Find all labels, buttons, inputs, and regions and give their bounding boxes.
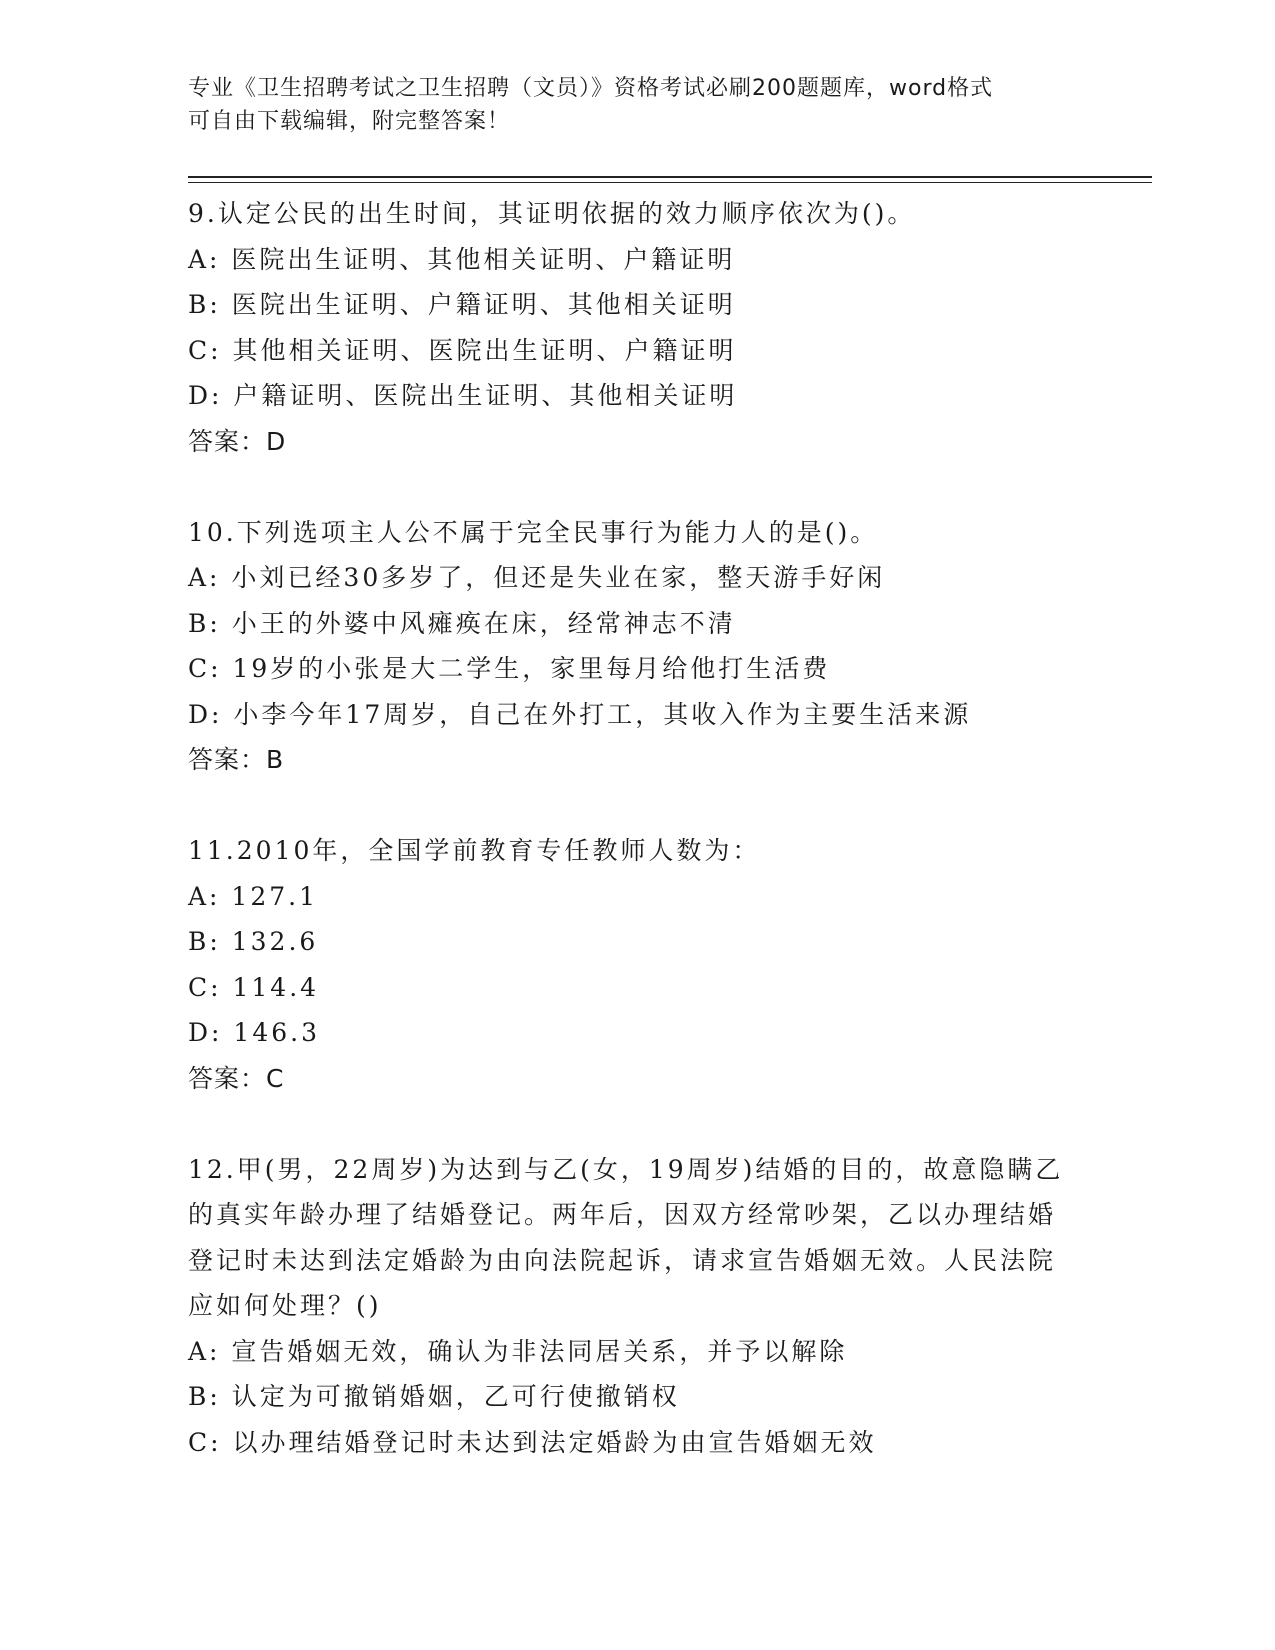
option-b: B: 132.6: [188, 927, 319, 956]
option-b: B: 认定为可撤销婚姻，乙可行使撤销权: [188, 1382, 680, 1411]
spacer: [188, 1101, 1088, 1147]
document-header: [188, 72, 1068, 138]
option-a: A: 小刘已经30多岁了，但还是失业在家，整天游手好闲: [188, 563, 886, 592]
question-stem: 11.2010年，全国学前教育专任教师人数为：: [188, 836, 761, 865]
question-11: [188, 828, 1088, 1101]
option-d: D: 146.3: [188, 1018, 320, 1047]
option-c: C: 114.4: [188, 972, 320, 1002]
option-a: A: 宣告婚姻无效，确认为非法同居关系，并予以解除: [188, 1336, 848, 1366]
question-9: [188, 191, 1088, 464]
question-10: [188, 510, 1088, 783]
header-line-2: 可自由下载编辑，附完整答案！: [188, 109, 511, 134]
question-12: [188, 1147, 1088, 1466]
option-a: A: 医院出生证明、其他相关证明、户籍证明: [188, 244, 736, 274]
spacer: [188, 464, 1088, 510]
option-c: C: 19岁的小张是大二学生，家里每月给他打生活费: [188, 654, 831, 683]
question-stem: 12.甲(男，22周岁)为达到与乙(女，19周岁)结婚的目的，故意隐瞒乙的真实年龄办理了结婚登记。两年后，因双方经常吵架，乙以办理结婚登记时未达到法定婚龄为由向法院起诉，请求宣告婚姻无效。人民法院应如何处理？(): [188, 1154, 1064, 1320]
option-b: B: 医院出生证明、户籍证明、其他相关证明: [188, 290, 736, 319]
answer: 答案：C: [188, 1063, 285, 1093]
option-d: D: 户籍证明、医院出生证明、其他相关证明: [188, 381, 738, 410]
option-b: B: 小王的外婆中风瘫痪在床，经常神志不清: [188, 608, 736, 638]
option-c: C: 以办理结婚登记时未达到法定婚龄为由宣告婚姻无效: [188, 1427, 877, 1457]
answer: 答案：B: [188, 745, 285, 774]
option-a: A: 127.1: [188, 881, 318, 911]
option-c: C: 其他相关证明、医院出生证明、户籍证明: [188, 335, 737, 365]
question-stem: 10.下列选项主人公不属于完全民事行为能力人的是()。: [188, 517, 879, 547]
answer: 答案：D: [188, 426, 287, 456]
option-d: D: 小李今年17周岁，自己在外打工，其收入作为主要生活来源: [188, 699, 972, 729]
spacer: [188, 783, 1088, 829]
question-stem: 9.认定公民的出生时间，其证明依据的效力顺序依次为()。: [188, 199, 916, 228]
header-rule-thin: [188, 182, 1152, 183]
header-line-1: 专业《卫生招聘考试之卫生招聘（文员）》资格考试必刷200题题库，word格式: [188, 76, 994, 101]
header-rule-thick: [188, 176, 1152, 178]
question-list: [188, 191, 1088, 1465]
